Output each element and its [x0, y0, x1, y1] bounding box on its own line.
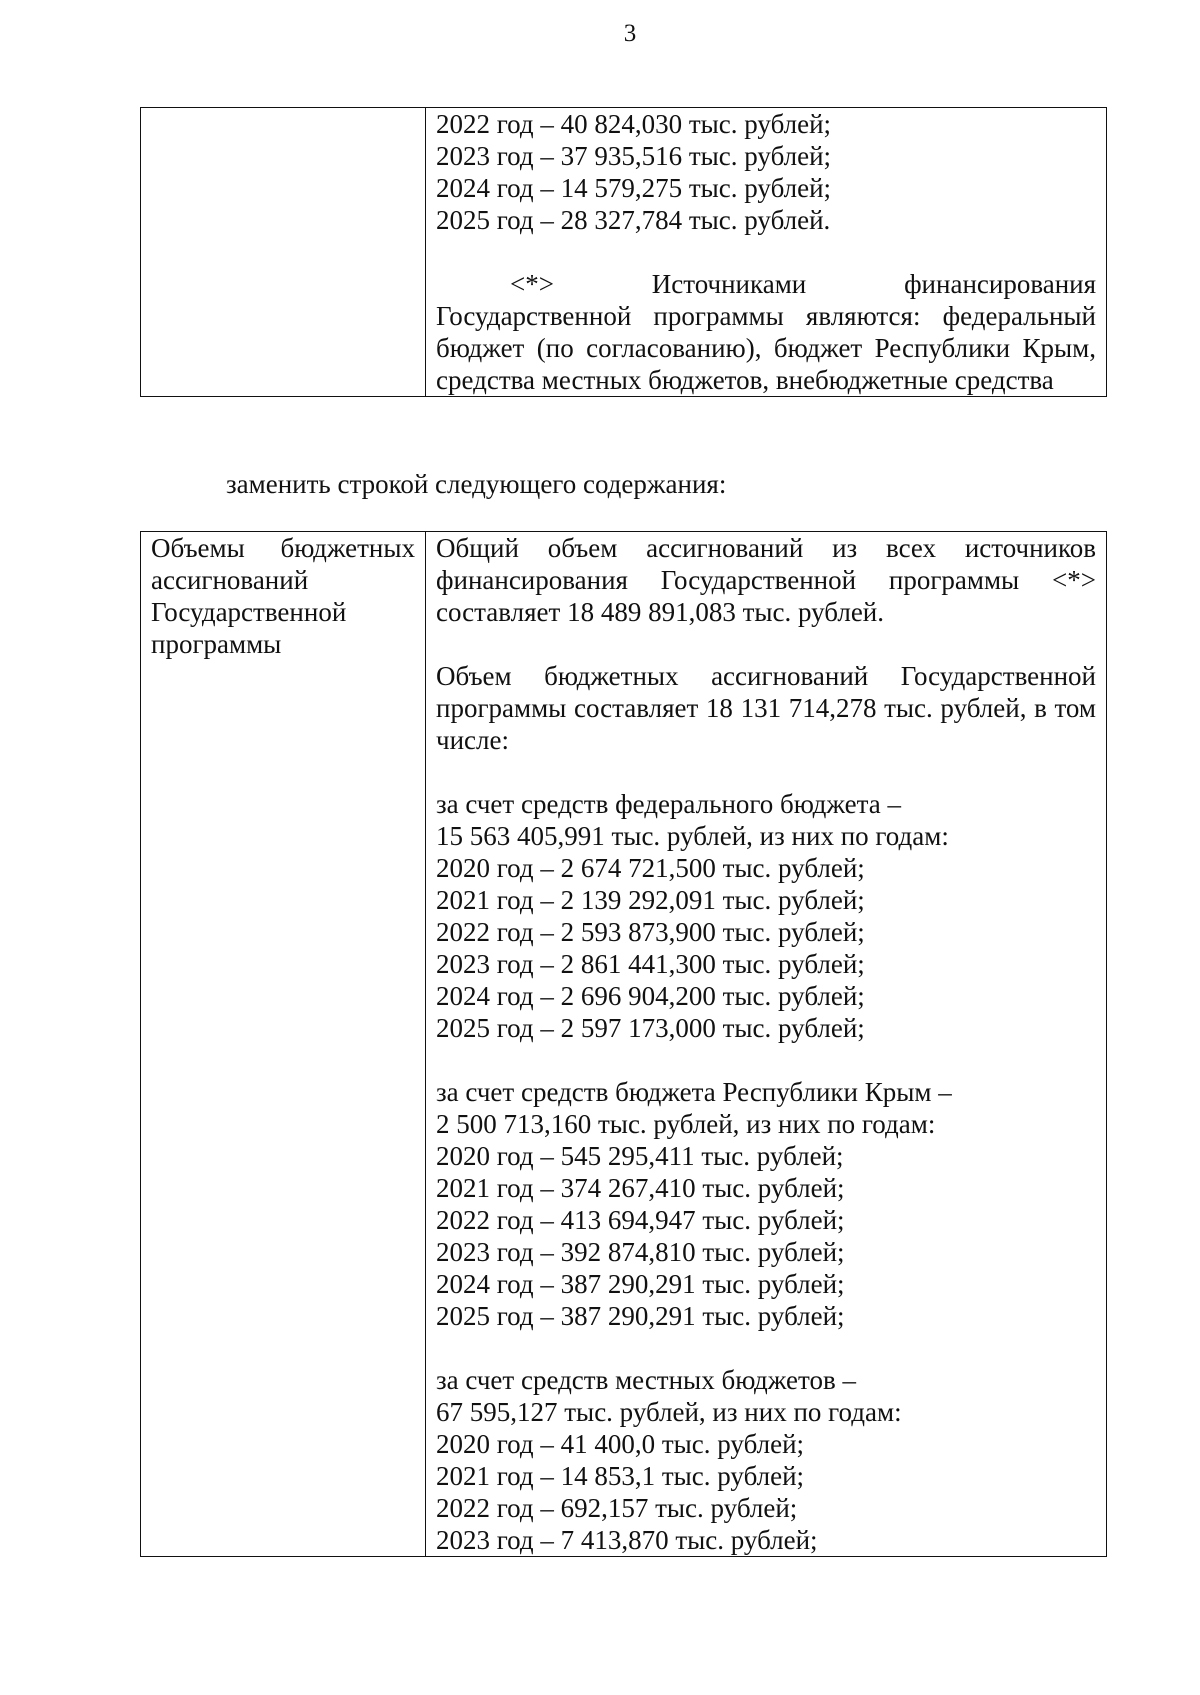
republic-year-line: 2024 год – 387 290,291 тыс. рублей; — [436, 1269, 845, 1299]
local-total: 67 595,127 тыс. рублей, из них по годам: — [436, 1397, 902, 1427]
local-year-line: 2023 год – 7 413,870 тыс. рублей; — [436, 1525, 818, 1555]
federal-year-line: 2021 год – 2 139 292,091 тыс. рублей; — [436, 885, 865, 915]
row-label: Объемы бюджетных ассигнований Государственной программы — [141, 532, 426, 1557]
republic-heading: за счет средств бюджета Республики Крым – — [436, 1077, 952, 1107]
year-line: 2024 год – 14 579,275 тыс. рублей; — [436, 173, 832, 203]
footnote-text: Государственной программы являются: федеральный бюджет (по согласованию), бюджет Республики Крым, средства местных бюджетов, внебюджетные средства — [436, 301, 1096, 395]
local-year-line: 2020 год – 41 400,0 тыс. рублей; — [436, 1429, 805, 1459]
federal-year-line: 2024 год – 2 696 904,200 тыс. рублей; — [436, 981, 865, 1011]
table-row — [141, 532, 1107, 1557]
funding-cell — [426, 108, 1107, 397]
federal-heading: за счет средств федерального бюджета – — [436, 789, 901, 819]
year-line: 2025 год – 28 327,784 тыс. рублей. — [436, 205, 831, 235]
funding-cell — [426, 532, 1107, 1557]
federal-year-line: 2023 год – 2 861 441,300 тыс. рублей; — [436, 949, 865, 979]
republic-year-line: 2022 год – 413 694,947 тыс. рублей; — [436, 1205, 845, 1235]
new-text-table — [140, 531, 1107, 1557]
federal-year-line: 2025 год – 2 597 173,000 тыс. рублей; — [436, 1013, 865, 1043]
republic-year-line: 2021 год – 374 267,410 тыс. рублей; — [436, 1173, 845, 1203]
footnote-marker: <*> — [510, 269, 554, 299]
total-paragraph: Общий объем ассигнований из всех источников финансирования Государственной программы <*> составляет 18 489 891,083 тыс. рублей. — [436, 533, 1096, 627]
replace-instruction: заменить строкой следующего содержания: — [226, 469, 727, 499]
local-year-line: 2022 год – 692,157 тыс. рублей; — [436, 1493, 798, 1523]
federal-total: 15 563 405,991 тыс. рублей, из них по годам: — [436, 821, 949, 851]
table-row — [141, 108, 1107, 397]
republic-total: 2 500 713,160 тыс. рублей, из них по годам: — [436, 1109, 936, 1139]
previous-text-table — [140, 107, 1107, 397]
local-heading: за счет средств местных бюджетов – — [436, 1365, 856, 1395]
budget-paragraph: Объем бюджетных ассигнований Государственной программы составляет 18 131 714,278 тыс. рублей, в том числе: — [436, 661, 1096, 755]
local-year-line: 2021 год – 14 853,1 тыс. рублей; — [436, 1461, 805, 1491]
republic-year-line: 2023 год – 392 874,810 тыс. рублей; — [436, 1237, 845, 1267]
federal-year-line: 2020 год – 2 674 721,500 тыс. рублей; — [436, 853, 865, 883]
footnote-first-line: <*> Источниками финансирования — [510, 269, 1097, 299]
republic-year-line: 2025 год – 387 290,291 тыс. рублей; — [436, 1301, 845, 1331]
year-line: 2023 год – 37 935,516 тыс. рублей; — [436, 141, 832, 171]
page-number: 3 — [623, 20, 637, 47]
year-line: 2022 год – 40 824,030 тыс. рублей; — [436, 109, 832, 139]
republic-year-line: 2020 год – 545 295,411 тыс. рублей; — [436, 1141, 844, 1171]
federal-year-line: 2022 год – 2 593 873,900 тыс. рублей; — [436, 917, 865, 947]
left-cell-empty — [141, 108, 426, 397]
